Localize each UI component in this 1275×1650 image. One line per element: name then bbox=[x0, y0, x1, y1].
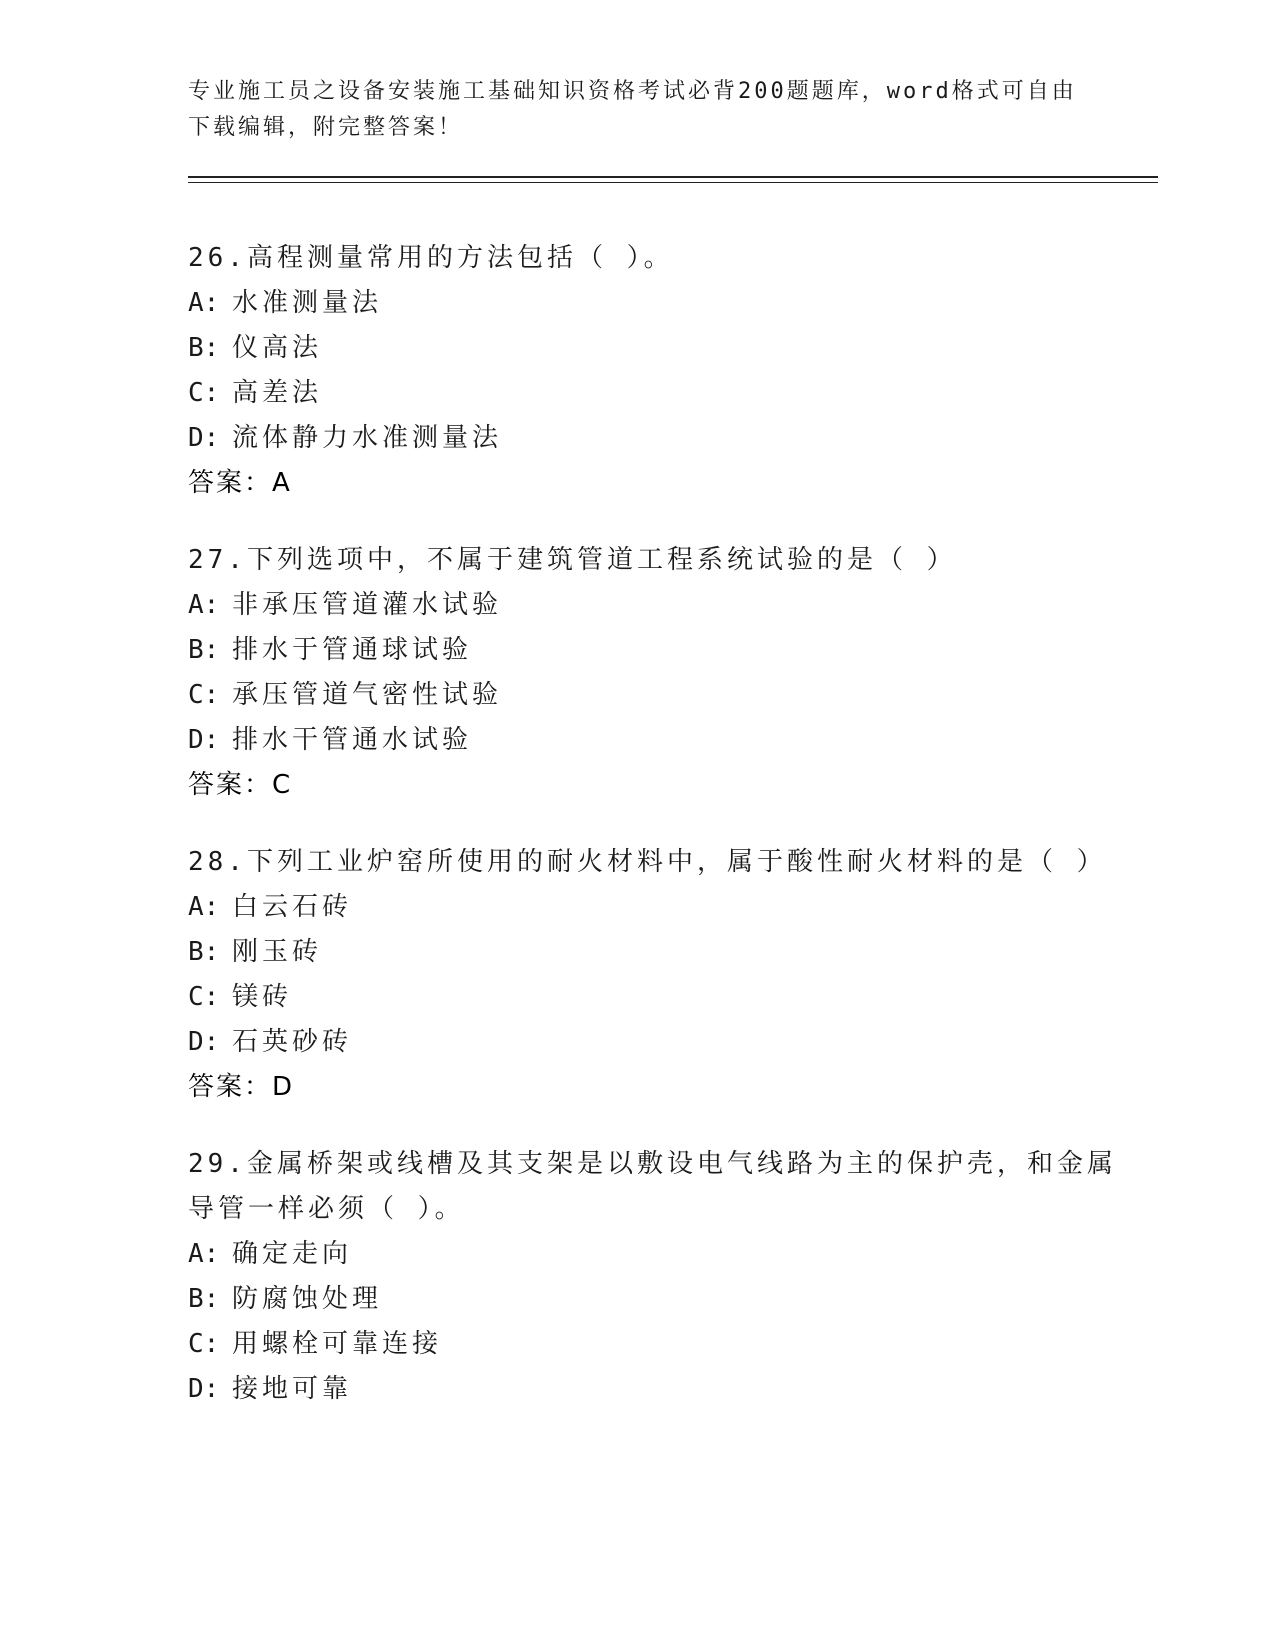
option-letter: D: bbox=[188, 1027, 220, 1057]
option-text: 排水干管通水试验 bbox=[232, 725, 473, 755]
question-stem-line-2: 导管一样必须（ ）。 bbox=[188, 1194, 465, 1224]
option-text: 镁砖 bbox=[232, 982, 293, 1012]
question-29 bbox=[188, 1142, 1148, 1412]
question-list bbox=[188, 236, 1148, 1444]
option-d bbox=[188, 416, 1148, 461]
option-a bbox=[188, 583, 1148, 628]
option-text: 高差法 bbox=[232, 378, 323, 408]
option-text: 防腐蚀处理 bbox=[232, 1284, 383, 1314]
option-text: 排水于管通球试验 bbox=[232, 635, 473, 665]
option-letter: B: bbox=[188, 1284, 220, 1314]
option-b bbox=[188, 1277, 1148, 1322]
option-b bbox=[188, 930, 1148, 975]
option-letter: D: bbox=[188, 423, 220, 453]
option-d bbox=[188, 718, 1148, 763]
option-text: 用螺栓可靠连接 bbox=[232, 1329, 443, 1359]
option-text: 刚玉砖 bbox=[232, 937, 323, 967]
answer: 答案：A bbox=[188, 468, 292, 498]
option-letter: A: bbox=[188, 590, 220, 620]
option-letter: A: bbox=[188, 1239, 220, 1269]
option-text: 水准测量法 bbox=[232, 288, 383, 318]
option-letter: B: bbox=[188, 635, 220, 665]
question-27 bbox=[188, 538, 1148, 808]
option-letter: C: bbox=[188, 982, 220, 1012]
question-28 bbox=[188, 840, 1148, 1110]
question-stem: 26.高程测量常用的方法包括（ ）。 bbox=[188, 243, 674, 273]
option-letter: D: bbox=[188, 725, 220, 755]
option-d bbox=[188, 1020, 1148, 1065]
question-stem: 28.下列工业炉窑所使用的耐火材料中，属于酸性耐火材料的是（ ） bbox=[188, 847, 1107, 877]
header-line-1: 专业施工员之设备安装施工基础知识资格考试必背200题题库，word格式可自由 bbox=[188, 79, 1077, 104]
question-26 bbox=[188, 236, 1148, 506]
option-text: 流体静力水准测量法 bbox=[232, 423, 503, 453]
option-letter: A: bbox=[188, 892, 220, 922]
option-text: 石英砂砖 bbox=[232, 1027, 353, 1057]
header-divider bbox=[188, 176, 1158, 183]
option-b bbox=[188, 628, 1148, 673]
option-letter: D: bbox=[188, 1374, 220, 1404]
option-c bbox=[188, 1322, 1148, 1367]
option-letter: C: bbox=[188, 378, 220, 408]
option-a bbox=[188, 1232, 1148, 1277]
header-line-2: 下载编辑，附完整答案！ bbox=[188, 115, 464, 140]
question-stem: 27.下列选项中，不属于建筑管道工程系统试验的是（ ） bbox=[188, 545, 957, 575]
option-letter: A: bbox=[188, 288, 220, 318]
option-text: 确定走向 bbox=[232, 1239, 353, 1269]
option-letter: C: bbox=[188, 1329, 220, 1359]
option-text: 接地可靠 bbox=[232, 1374, 353, 1404]
option-letter: B: bbox=[188, 333, 220, 363]
option-letter: B: bbox=[188, 937, 220, 967]
option-a bbox=[188, 281, 1148, 326]
option-c bbox=[188, 371, 1148, 416]
answer: 答案：C bbox=[188, 770, 293, 800]
option-c bbox=[188, 673, 1148, 718]
option-text: 承压管道气密性试验 bbox=[232, 680, 503, 710]
option-c bbox=[188, 975, 1148, 1020]
document-header bbox=[188, 74, 1088, 146]
option-text: 仪高法 bbox=[232, 333, 323, 363]
option-b bbox=[188, 326, 1148, 371]
question-stem-line-1: 29.金属桥架或线槽及其支架是以敷设电气线路为主的保护壳，和金属 bbox=[188, 1149, 1117, 1179]
option-text: 白云石砖 bbox=[232, 892, 353, 922]
answer: 答案：D bbox=[188, 1072, 295, 1102]
option-letter: C: bbox=[188, 680, 220, 710]
option-d bbox=[188, 1367, 1148, 1412]
option-text: 非承压管道灌水试验 bbox=[232, 590, 503, 620]
option-a bbox=[188, 885, 1148, 930]
